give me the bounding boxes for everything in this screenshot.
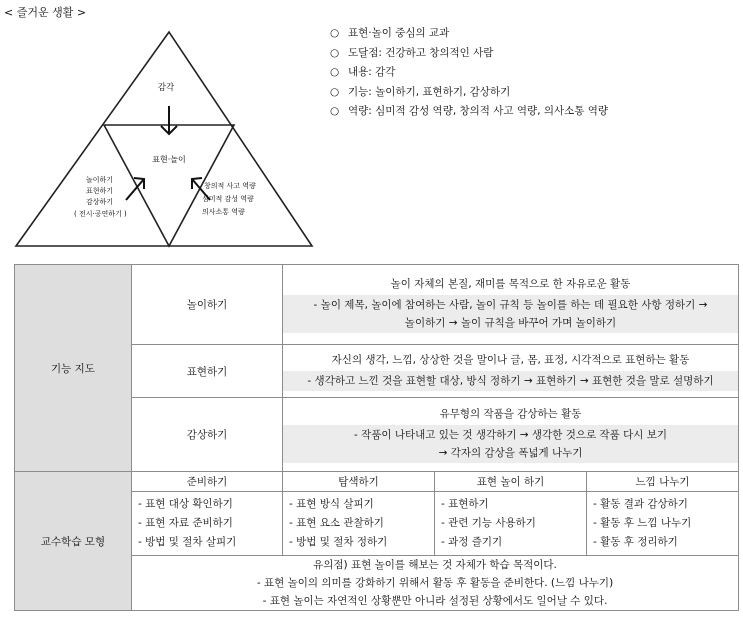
right-line-1: 창의적 사고 역량 bbox=[204, 182, 256, 190]
top-label: 감각 bbox=[157, 83, 175, 93]
skill-description: 자신의 생각, 느낌, 상상한 것을 말이나 글, 몸, 표정, 시각적으로 표현하는 활동 - 생각하고 느낀 것을 표현할 대상, 방식 정하기 → 표현하기 → 표현한 것을 말로 설명하기 bbox=[283, 345, 739, 398]
model-column-header: 느낌 나누기 bbox=[587, 472, 739, 492]
summary-item: ○ 도달점: 건강하고 창의적인 사람 bbox=[330, 46, 494, 59]
skill-description: 유무형의 작품을 감상하는 활동 - 작품이 나타내고 있는 것 생각하기 → 생각한 것으로 작품 다시 보기 → 각자의 감상을 폭넓게 나누기 bbox=[283, 398, 739, 472]
left-line-2: 표현하기 bbox=[86, 187, 114, 195]
skills-section-label: 기능 지도 bbox=[15, 265, 132, 472]
model-column-items: - 표현 방식 살피기 - 표현 요소 관찰하기 - 방법 및 절차 정하기 bbox=[283, 492, 435, 556]
outer-triangle bbox=[16, 32, 312, 246]
summary-list bbox=[330, 24, 608, 122]
summary-item: ○ 표현·놀이 중심의 교과 bbox=[330, 27, 450, 39]
left-line-1: 놀이하기 bbox=[86, 176, 114, 184]
skill-name: 놀이하기 bbox=[132, 265, 283, 345]
model-column-items: - 표현 대상 확인하기 - 표현 자료 준비하기 - 방법 및 절차 살피기 bbox=[132, 492, 283, 556]
right-line-3: 의사소통 역량 bbox=[202, 208, 245, 216]
skill-description: 놀이 자체의 본질, 재미를 목적으로 한 자유로운 활동 - 놀이 제목, 놀이에 참여하는 사람, 놀이 규칙 등 놀이를 하는 데 필요한 사항 정하기 → 놀이하기 → 놀이 규칙을 바꾸어 가며 놀이하기 bbox=[283, 265, 739, 345]
concept-triangle-diagram bbox=[14, 30, 314, 252]
left-line-3: 감상하기 bbox=[86, 198, 114, 206]
down-arrow-icon bbox=[161, 106, 177, 134]
model-section-label: 교수학습 모형 bbox=[15, 472, 132, 611]
model-notes: 유의점) 표현 놀이를 해보는 것 자체가 학습 목적이다. - 표현 놀이의 의미를 강화하기 위해서 활동 후 활동을 준비한다. (느낌 나누기) - 표현 놀이는 자연적인 상황뿐만 아니라 설정된 상황에서도 일어날 수 있다. bbox=[132, 556, 739, 611]
summary-item: ○ 기능: 놀이하기, 표현하기, 감상하기 bbox=[330, 85, 511, 98]
model-column-header: 탐색하기 bbox=[283, 472, 435, 492]
summary-item: ○ 역량: 심미적 감성 역량, 창의적 사고 역량, 의사소통 역량 bbox=[330, 105, 609, 117]
model-column-header: 표현 놀이 하기 bbox=[435, 472, 587, 492]
model-column-items: - 활동 결과 감상하기 - 활동 후 느낌 나누기 - 활동 후 정리하기 bbox=[587, 492, 739, 556]
summary-item: ○ 내용: 감각 bbox=[330, 66, 396, 78]
model-column-items: - 표현하기 - 관련 기능 사용하기 - 과정 즐기기 bbox=[435, 492, 587, 556]
model-column-header: 준비하기 bbox=[132, 472, 283, 492]
page-title: < 즐거운 생활 > bbox=[4, 6, 87, 19]
right-line-2: 심미적 감성 역량 bbox=[202, 195, 254, 203]
skill-name: 표현하기 bbox=[132, 345, 283, 398]
center-label: 표현·놀이 bbox=[152, 155, 186, 164]
left-line-4: ( 전시·공연하기 ) bbox=[74, 210, 127, 218]
curriculum-table bbox=[14, 264, 739, 611]
skill-name: 감상하기 bbox=[132, 398, 283, 472]
